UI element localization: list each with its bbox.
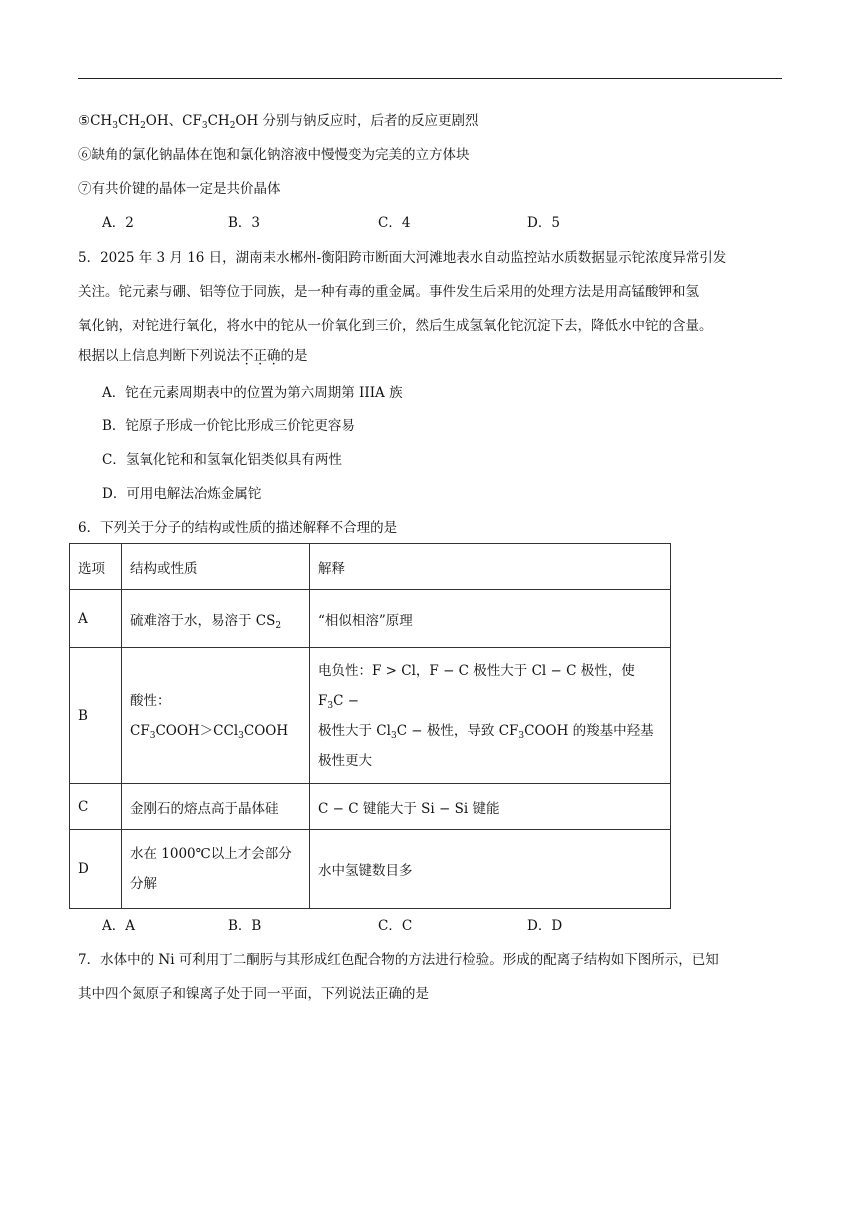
q5-option-c[interactable]: C．氢氧化铊和和氢氧化铝类似具有两性 xyxy=(102,452,342,468)
emphasis-char: 确 xyxy=(267,348,281,364)
table-row xyxy=(70,590,671,648)
q4-option-d[interactable]: D．5 xyxy=(527,215,560,231)
table-cell-option: A xyxy=(70,590,122,648)
header-rule xyxy=(78,78,782,79)
q5-option-a[interactable]: A．铊在元素周期表中的位置为第六周期第 IIIA 族 xyxy=(102,385,403,401)
emphasis-char: 正 xyxy=(253,348,267,364)
q6-option-b[interactable]: B．B xyxy=(228,918,262,934)
q6-option-c[interactable]: C．C xyxy=(378,918,413,934)
table-cell-explanation: 水中氢键数目多 xyxy=(310,830,671,909)
q7-stem-line-2: 其中四个氮原子和镍离子处于同一平面，下列说法正确的是 xyxy=(78,986,429,1002)
statement-6: ⑥缺角的氯化钠晶体在饱和氯化钠溶液中慢慢变为完美的立方体块 xyxy=(78,147,470,163)
q6-table xyxy=(69,543,671,909)
q5-stem-line-3: 氧化钠，对铊进行氧化，将水中的铊从一价氧化到三价，然后生成氢氧化铊沉淀下去，降低水中铊的含量。 xyxy=(78,318,713,334)
table-cell-explanation: “相似相溶”原理 xyxy=(310,590,671,648)
q6-option-a[interactable]: A．A xyxy=(102,918,135,934)
table-header-row xyxy=(70,544,671,590)
table-header-cell: 解释 xyxy=(310,544,671,590)
table-cell-option: B xyxy=(70,648,122,784)
q4-option-c[interactable]: C．4 xyxy=(378,215,411,231)
q5-stem-line-1: 5．2025 年 3 月 16 日，湖南耒水郴州-衡阳跨市断面大河滩地表水自动监控站水质数据显示铊浓度异常引发 xyxy=(78,250,727,266)
table-cell-structure: 水在 1000℃以上才会部分 分解 xyxy=(122,830,310,909)
table-cell-structure: 金刚石的熔点高于晶体硅 xyxy=(122,784,310,830)
statement-5: $⑤CH_3CH_2OH$、$CF_3CH_2OH$ 分别与钠反应时，后者的反应更剧烈 xyxy=(78,113,479,131)
table-cell-structure: 硫难溶于水，易溶于 $CS_2$ xyxy=(122,590,310,648)
table-cell-structure: 酸性： $CF_3COOH>CCl_3COOH$ xyxy=(122,648,310,784)
table-header-cell: 结构或性质 xyxy=(122,544,310,590)
q4-option-b[interactable]: B．3 xyxy=(228,215,261,231)
statement-7: ⑦有共价键的晶体一定是共价晶体 xyxy=(78,181,281,197)
table-cell-option: C xyxy=(70,784,122,830)
q5-stem-line-2: 关注。铊元素与硼、铝等位于同族，是一种有毒的重金属。事件发生后采用的处理方法是用高锰酸钾和氢 xyxy=(78,284,699,300)
q5-option-b[interactable]: B．铊原子形成一价铊比形成三价铊更容易 xyxy=(102,418,355,434)
table-cell-option: D xyxy=(70,830,122,909)
q6-stem: 6．下列关于分子的结构或性质的描述解释不合理的是 xyxy=(78,520,398,536)
q5-option-d[interactable]: D．可用电解法冶炼金属铊 xyxy=(102,486,262,502)
table-row xyxy=(70,830,671,909)
emphasis-char: 不 xyxy=(240,348,254,364)
table-cell-explanation: 电负性：F > Cl，F − C 极性大于 Cl − C 极性，使 $F_3C$ − 极性大于 $Cl_3C$ − 极性，导致 $CF_3COOH$ 的羧基中羟基 极性更大 xyxy=(310,648,671,784)
table-row xyxy=(70,648,671,784)
q5-stem-line-4: 根据以上信息判断下列说法不正确的是 xyxy=(78,348,308,364)
q6-option-d[interactable]: D．D xyxy=(527,918,563,934)
q4-option-a[interactable]: A．2 xyxy=(102,215,134,231)
table-cell-explanation: C − C 键能大于 Si − Si 键能 xyxy=(310,784,671,830)
q7-stem-line-1: 7．水体中的 Ni 可利用丁二酮肟与其形成红色配合物的方法进行检验。形成的配离子结构如下图所示，已知 xyxy=(78,952,719,968)
table-header-cell: 选项 xyxy=(70,544,122,590)
table-row xyxy=(70,784,671,830)
